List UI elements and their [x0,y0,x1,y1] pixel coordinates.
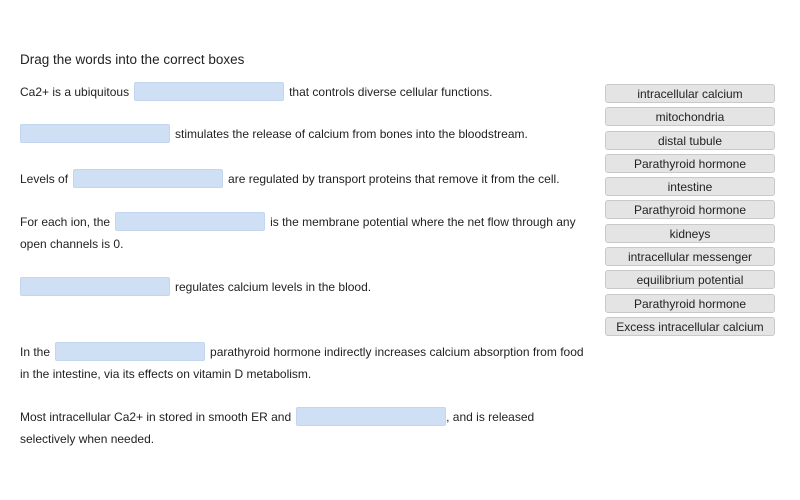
question-1-text-before: Ca2+ is a ubiquitous [20,85,130,99]
word-chip[interactable]: Parathyroid hormone [605,154,775,173]
word-chip[interactable]: Parathyroid hormone [605,200,775,219]
drop-slot-5[interactable] [20,277,170,296]
instruction-text: Drag the words into the correct boxes [20,52,245,67]
question-1 [20,81,493,103]
question-4-text-line2: open channels is 0. [20,237,124,252]
word-chip[interactable]: intestine [605,177,775,196]
word-chip[interactable]: intracellular messenger [605,247,775,266]
question-6-text-before: In the [20,345,51,359]
question-3-text-before: Levels of [20,172,69,186]
question-2 [20,123,528,145]
word-chip[interactable]: Excess intracellular calcium [605,317,775,336]
question-2-text-after: stimulates the release of calcium from bones into the bloodstream. [175,127,528,141]
word-chip[interactable]: Parathyroid hormone [605,294,775,313]
question-7-text-after: , and is released [446,410,535,424]
question-4 [20,211,576,255]
drop-slot-2[interactable] [20,124,170,143]
question-7-text-line2: selectively when needed. [20,432,155,447]
drop-slot-6[interactable] [55,342,205,361]
word-chip[interactable]: mitochondria [605,107,775,126]
drop-slot-1[interactable] [134,82,284,101]
question-7 [20,406,534,450]
question-7-text-before: Most intracellular Ca2+ in stored in smooth ER and [20,410,292,424]
question-6-text-line2: in the intestine, via its effects on vitamin D metabolism. [20,367,312,382]
word-bank [605,84,775,340]
question-6-text-after: parathyroid hormone indirectly increases calcium absorption from food [210,345,584,359]
question-5-text-after: regulates calcium levels in the blood. [175,280,372,294]
question-3-text-after: are regulated by transport proteins that remove it from the cell. [228,172,560,186]
word-chip[interactable]: equilibrium potential [605,270,775,289]
question-4-text-before: For each ion, the [20,215,111,229]
drop-slot-7[interactable] [296,407,446,426]
question-6 [20,341,584,385]
question-5 [20,276,371,298]
question-3 [20,168,560,190]
word-chip[interactable]: distal tubule [605,131,775,150]
question-1-text-after: that controls diverse cellular functions. [289,85,493,99]
drop-slot-4[interactable] [115,212,265,231]
word-chip[interactable]: intracellular calcium [605,84,775,103]
question-4-text-after: is the membrane potential where the net flow through any [270,215,576,229]
drop-slot-3[interactable] [73,169,223,188]
word-chip[interactable]: kidneys [605,224,775,243]
